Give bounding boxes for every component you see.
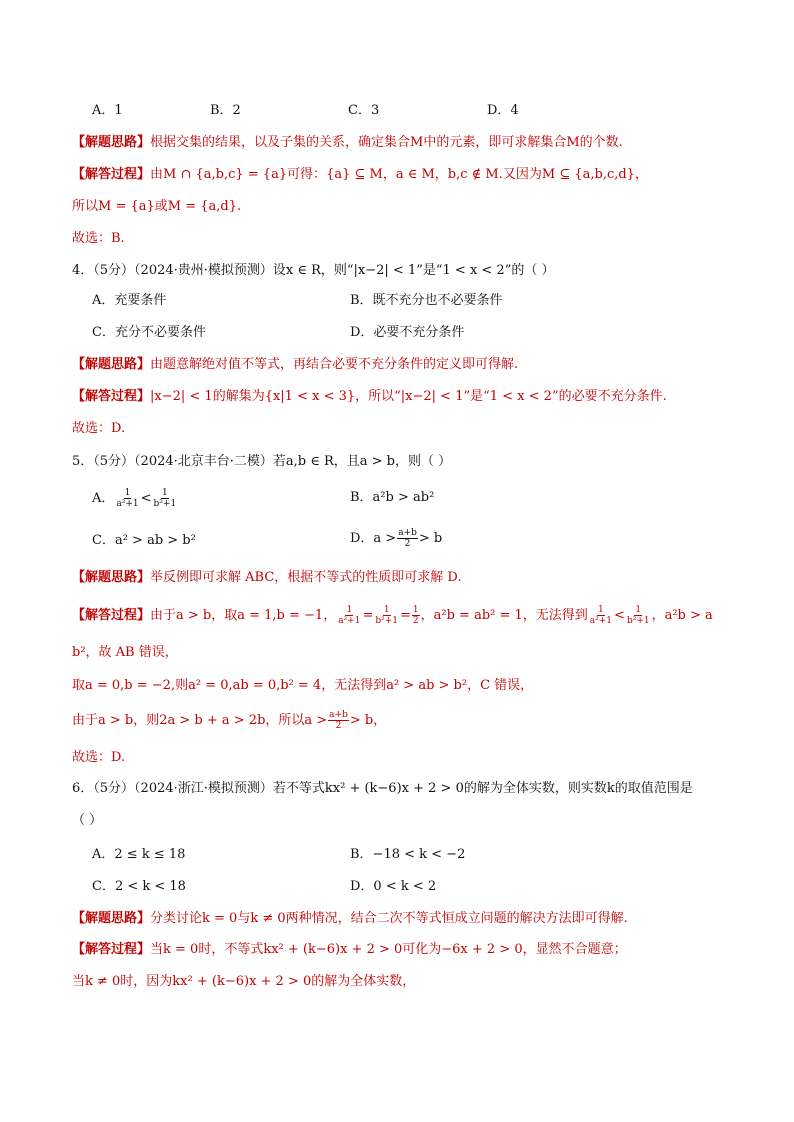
q6-option-a: A．2 ≤ k ≤ 18 (92, 847, 186, 862)
q4-option-c: C．充分不必要条件 (92, 325, 206, 340)
fraction: $\frac{1}{\text{a²+1}}$ (338, 605, 361, 626)
fraction: $\frac{1}{\text{a²+1}}$ (589, 605, 613, 626)
idea-text: 由题意解绝对值不等式，再结合必要不充分条件的定义即可得解. (150, 357, 519, 372)
idea-tag: 【解题思路】 (72, 357, 151, 372)
q4-answer: 故选：D. (72, 421, 126, 436)
q4-option-b: B．既不充分也不必要条件 (350, 293, 503, 308)
q4-option-a: A．充要条件 (92, 293, 167, 308)
fraction: $\frac{a+b}{2}$ (329, 710, 348, 731)
q3-idea (72, 133, 623, 153)
q6-process-line2: 当k ≠ 0时，因为kx² + (k−6)x + 2 > 0的解为全体实数， (72, 974, 416, 989)
q5-answer: 故选：D. (72, 750, 126, 765)
fraction: $\frac{1}{\text{b²+1}}$ (153, 488, 177, 509)
q5-process-line3: 取a = 0,b = −2,则a² = 0,ab = 0,b² = 4，无法得到a² > ab > b²，C 错误， (72, 678, 534, 693)
q4-idea (72, 355, 518, 375)
process-tag: 【解答过程】 (72, 167, 151, 182)
process-text: |x−2| < 1的解集为{x|1 < x < 3}，所以“|x−2| < 1”是“1 < x < 2”的必要不充分条件. (150, 389, 667, 404)
q4-option-d: D．必要不充分条件 (350, 325, 465, 340)
process-text: 当k = 0时，不等式kx² + (k−6)x + 2 > 0可化为−6x + 2 > 0，显然不合题意； (150, 942, 627, 957)
q5-option-b: B．a²b > ab² (350, 490, 435, 505)
q3-option-a: A．1 (92, 103, 123, 118)
q4-stem: 4．（5分）（2024·贵州·模拟预测）设x ∈ R，则“|x−2| < 1”是“1 < x < 2”的（ ） (72, 263, 555, 278)
q6-process (72, 940, 627, 960)
q3-option-c: C．3 (348, 103, 380, 118)
idea-tag: 【解题思路】 (72, 135, 151, 150)
q5-option-d: D．a > $\frac{a+b}{2}$ > b (350, 528, 443, 549)
q3-process (72, 165, 648, 185)
q5-stem: 5．（5分）（2024·北京丰台·二模）若a,b ∈ R，且a > b，则（ ） (72, 454, 452, 469)
q6-option-c: C．2 < k < 18 (92, 879, 186, 894)
relation: < (140, 491, 152, 506)
q3-option-b: B．2 (210, 103, 241, 118)
option-label: A． (92, 491, 115, 506)
q6-option-d: D．0 < k < 2 (350, 879, 437, 894)
fraction: $\frac{a+b}{2}$ (398, 528, 417, 549)
process-tag: 【解答过程】 (72, 942, 151, 957)
q3-option-d: D．4 (487, 103, 519, 118)
q5-option-c: C．a² > ab > b² (92, 533, 196, 548)
fraction: $\frac{1}{2}$ (412, 605, 419, 626)
process-text: 由M ∩ {a,b,c} = {a}可得：{a} ⊆ M，a ∈ M，b,c ∉ M.又因为M ⊆ {a,b,c,d}， (150, 167, 648, 182)
process-tag: 【解答过程】 (72, 389, 151, 404)
q5-idea (72, 568, 462, 588)
fraction: $\frac{1}{\text{b²+1}}$ (375, 605, 398, 626)
q6-stem-line2: （ ） (72, 813, 103, 828)
q3-answer: 故选：B. (72, 231, 125, 246)
q3-process-line2: 所以M = {a}或M = {a,d}. (72, 199, 242, 214)
process-tag: 【解答过程】 (72, 608, 151, 623)
idea-tag: 【解题思路】 (72, 911, 151, 926)
fraction: $\frac{1}{\text{a²+1}}$ (116, 488, 139, 509)
q6-idea (72, 909, 628, 929)
idea-text: 根据交集的结果，以及子集的关系，确定集合M中的元素，即可求解集合M的个数. (150, 135, 623, 150)
fraction: $\frac{1}{\text{b²+1}}$ (626, 605, 650, 626)
idea-text: 举反例即可求解 ABC，根据不等式的性质即可求解 D. (150, 570, 462, 585)
q5-option-a (92, 488, 178, 509)
q4-process (72, 387, 667, 407)
q5-process-line2: b²，故 AB 错误， (72, 645, 178, 660)
q6-stem: 6．（5分）（2024·浙江·模拟预测）若不等式kx² + (k−6)x + 2 > 0的解为全体实数，则实数k的取值范围是 (72, 781, 693, 796)
idea-text: 分类讨论k = 0与k ≠ 0两种情况，结合二次不等式恒成立问题的解决方法即可得解. (150, 911, 628, 926)
q6-option-b: B．−18 < k < −2 (350, 847, 466, 862)
q5-process: 【解答过程】由于a > b，取a = 1,b = −1， $\frac{1}{\text{a²+1}}$ = $\frac{1}{\text{b²+1}}$ = $\frac{1}{2}$ ，a²b = ab² = 1，无法得到 $\frac{1}{\text{a²+1}}$ < $\frac{1}{\text{b²+1}}$ ，a²b > a (72, 605, 713, 626)
idea-tag: 【解题思路】 (72, 570, 151, 585)
q5-process-line4: 由于a > b，则2a > b + a > 2b，所以a > $\frac{a+b}{2}$ > b， (72, 710, 387, 731)
